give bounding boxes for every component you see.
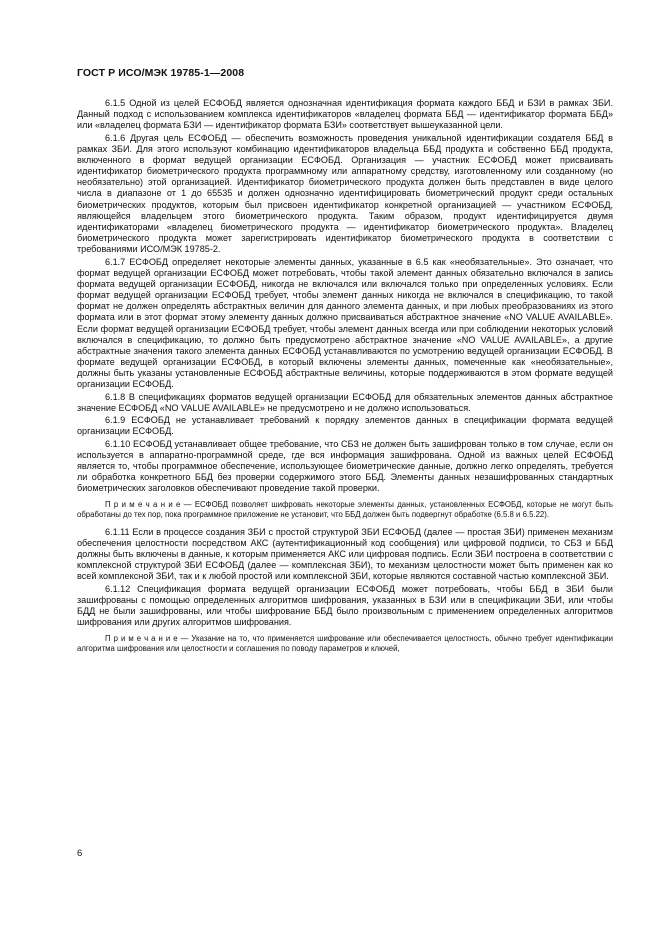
note-1: П р и м е ч а н и е — ЕСФОБД позволяет шифровать некоторые элементы данных, установленных ЕСФОБД, которые не могут быть обработаны до тех пор, пока программное приложение не установит, что ББД должен быть подвергнут обработке (6.5.8 и 6.5.22). bbox=[77, 500, 613, 519]
page-number: 6 bbox=[77, 848, 83, 859]
note-2: П р и м е ч а н и е — Указание на то, что применяется шифрование или обеспечивается целостность, обычно требует идентификации алгоритма шифрования или целостности и соглашения по поводу параметров и ключей, bbox=[77, 634, 613, 653]
paragraph-6-1-8: 6.1.8 В спецификациях форматов ведущей организации ЕСФОБД для обязательных элементов данных абстрактное значение ЕСФОБД «NO VALUE AVAILABLE» не предусмотрено и не должно использоваться. bbox=[77, 391, 613, 413]
paragraph-6-1-11: 6.1.11 Если в процессе создания ЗБИ с простой структурой ЗБИ ЕСФОБД (далее — простая ЗБИ) применен механизм обеспечения целостности посредством АКС (аутентификационный код сообщения) или цифровой подписи, то СБЗ и ББД должны быть включены в данные, к которым применяется АКС или цифровая подпись. Если ЗБИ построена в соответствии с комплексной структурой ЗБИ ЕСФОБД (далее — комплексная ЗБИ), то механизм целостности может быть применен как ко всей комплексной ЗБИ, так и к любой простой или комплексной ЗБИ, которые являются составной частью комплексной ЗБИ. bbox=[77, 526, 613, 582]
paragraph-6-1-12: 6.1.12 Спецификация формата ведущей организации ЕСФОБД может потребовать, чтобы ББД в ЗБИ были зашифрованы с помощью определенных алгоритмов шифрования, указанных в БЗИ или в спецификации ЗБИ, или чтобы БДД не были зашифрованы, или чтобы шифрование ББД было произвольным с применением определенных алгоритмов шифрования или других алгоритмов шифрования. bbox=[77, 583, 613, 628]
paragraph-6-1-9: 6.1.9 ЕСФОБД не устанавливает требований к порядку элементов данных в спецификации формата ведущей организации ЕСФОБД. bbox=[77, 415, 613, 437]
paragraph-6-1-6: 6.1.6 Другая цель ЕСФОБД — обеспечить возможность проведения уникальной идентификации создателя ББД в рамках ЗБИ. Для этого используют комбинацию идентификаторов владельца ББД продукта и собственно ББД продукта, включенного в формат ведущей организации ЕСФОБД. Организация — участник ЕСФОБД может присваивать идентификатор биометрического продукта программному или аппаратному средству, изготовленному или созданному (но необязательно) этой организацией. Идентификатор биометрического продукта должен быть представлен в виде целого числа в диапазоне от 1 до 65535 и должен однозначно идентифицировать биометрический продукт среди остальных биометрических продуктов, которым был присвоен идентификатор конкретной организацией — участником ЕСФОБД, являющейся владельцем этого биометрического продукта. Таким образом, продукт идентифицируется двумя идентификаторами «владелец биометрического продукта — идентификатор биометрического продукта». Владелец биометрического продукта может зарегистрировать идентификатор биометрического продукта в соответствии с требованиями ИСО/МЭК 19785-2. bbox=[77, 132, 613, 255]
paragraph-6-1-7: 6.1.7 ЕСФОБД определяет некоторые элементы данных, указанные в 6.5 как «необязательные». Это означает, что формат ведущей организации ЕСФОБД может потребовать, чтобы такой элемент данных обязательно включался в запись формата ведущей организации ЕСФОБД, никогда не включался или включался только при определенных условиях. Если формат ведущей организации ЕСФОБД требует, чтобы элемент данных никогда не включался в спецификацию, то такой формат не должен определять абстрактных величин для данного элемента данных, и при любых преобразованиях из этого формата или в этот формат этому элементу данных должно присваиваться абстрактное значение «NO VALUE AVAILABLE». Если формат ведущей организации ЕСФОБД требует, чтобы элемент данных всегда или при соблюдении некоторых условий включался в спецификацию, то должно быть предусмотрено абстрактное значение «NO VALUE AVAILABLE», а другие абстрактные значения такого элемента данных ЕСФОБД устанавливаются по усмотрению ведущей организации ЕСФОБД. В формате ведущей организации ЕСФОБД, в который включены элементы данных, помеченные как «необязательные», должны быть указаны установленные ЕСФОБД абстрактные величины, которые поддерживаются в этом формате ведущей организации ЕСФОБД. bbox=[77, 256, 613, 390]
paragraph-6-1-5: 6.1.5 Одной из целей ЕСФОБД является однозначная идентификация формата каждого ББД и БЗИ в рамках ЗБИ. Данный подход с использованием комплекса идентификаторов «владелец формата ББД — идентификатор формата ББД» или «владелец формата БЗИ — идентификатор формата БЗИ» соответствует вышеуказанной цели. bbox=[77, 98, 613, 131]
document-body bbox=[77, 98, 613, 660]
page-header-title: ГОСТ Р ИСО/МЭК 19785-1—2008 bbox=[77, 67, 245, 79]
paragraph-6-1-10: 6.1.10 ЕСФОБД устанавливает общее требование, что СБЗ не должен быть зашифрован только в том случае, если он используется в аппаратно-программной среде, где вся информация зашифрована. Одной из важных целей ЕСФОБД является то, чтобы программное обеспечение, использующее биометрические данные, должно легко определять, требуется ли обработка конкретного ББД без проверки содержимого этого ББД. Элементы данных незашифрованных стандартных биометрических заголовков обеспечивают проведение такой проверки. bbox=[77, 438, 613, 494]
